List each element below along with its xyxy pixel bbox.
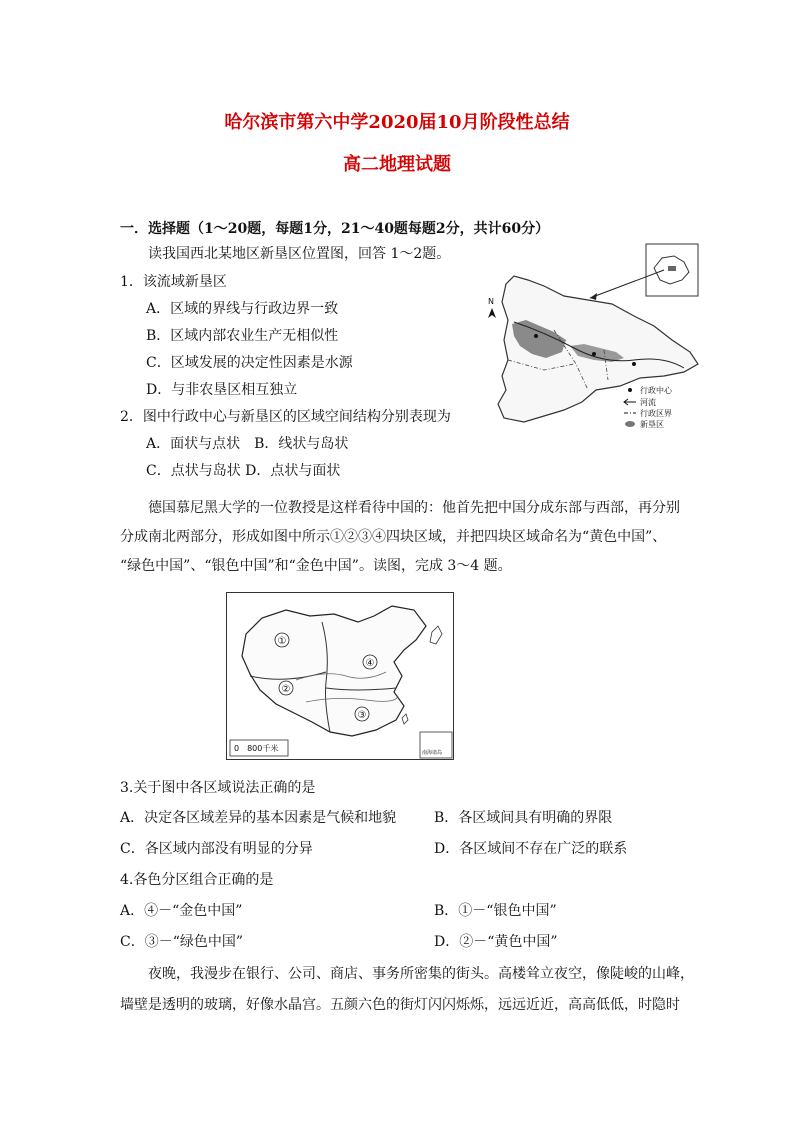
q2-options-ab: A．面状与点状 B．线状与岛状 <box>146 436 349 452</box>
q1-option-b: B．区域内部农业生产无相似性 <box>146 328 339 344</box>
region-label-1: ① <box>277 636 287 647</box>
passage1-line3: “绿色中国”、“银色中国”和“金色中国”。读图，完成 3～4 题。 <box>120 558 512 574</box>
q4-stem: 4.各色分区组合正确的是 <box>120 872 274 888</box>
region-label-3: ③ <box>357 710 367 721</box>
north-label: N <box>488 297 494 306</box>
legend-center-label: 行政中心 <box>640 386 672 395</box>
legend-boundary-label: 行政区界 <box>640 409 672 418</box>
region-label-2: ② <box>281 684 291 695</box>
q2-options-cd: C．点状与岛状 D．点状与面状 <box>146 463 341 479</box>
scale-label: 0 800千米 <box>234 744 279 753</box>
q4-option-d: D．②－“黄色中国” <box>434 934 558 950</box>
q4-option-a: A．④－“金色中国” <box>120 903 243 919</box>
region-label-4: ④ <box>365 658 375 669</box>
section-intro: 读我国西北某地区新垦区位置图，回答 1～2题。 <box>148 246 451 262</box>
section-heading: 一．选择题（1～20题，每题1分，21～40题每题2分，共计60分） <box>120 221 550 237</box>
q3-stem: 3.关于图中各区域说法正确的是 <box>120 780 316 796</box>
legend-center-icon <box>628 388 632 392</box>
admin-center-dot <box>534 334 538 338</box>
inset-marker <box>668 266 676 271</box>
passage2-line1: 夜晚，我漫步在银行、公司、商店、事务所密集的街头。高楼耸立夜空，像陡峻的山峰， <box>148 966 694 982</box>
q3-option-c: C．各区域内部没有明显的分异 <box>120 841 313 857</box>
q1-option-a: A．区域的界线与行政边界一致 <box>146 301 339 317</box>
page-subtitle: 高二地理试题 <box>343 154 451 175</box>
q2-stem: 2．图中行政中心与新垦区的区域空间结构分别表现为 <box>120 409 451 425</box>
q3-option-b: B．各区域间具有明确的界限 <box>434 810 613 826</box>
q4-option-b: B．①－“银色中国” <box>434 903 557 919</box>
north-arrow-icon <box>488 308 496 318</box>
legend-reclaim-label: 新垦区 <box>640 420 664 429</box>
q1-stem: 1．该流域新垦区 <box>120 274 227 290</box>
legend-river-icon <box>624 399 636 405</box>
q3-option-d: D．各区域间不存在广泛的联系 <box>434 841 628 857</box>
legend-reclaim-icon <box>625 421 635 427</box>
passage2-line2: 墙壁是透明的玻璃，好像水晶宫。五颜六色的街灯闪闪烁烁，远远近近，高高低低，时隐时 <box>120 997 680 1013</box>
passage1-line1: 德国慕尼黑大学的一位教授是这样看待中国的：他首先把中国分成东部与西部，再分别 <box>148 500 680 516</box>
legend-river-label: 河流 <box>640 398 656 407</box>
inset-label: 南海诸岛 <box>422 750 443 756</box>
reclamation-map <box>484 240 704 430</box>
china-regions-map <box>226 592 454 760</box>
page-title: 哈尔滨市第六中学2020届10月阶段性总结 <box>224 112 570 133</box>
q4-option-c: C．③－“绿色中国” <box>120 934 244 950</box>
passage1-line2: 分成南北两部分，形成如图中所示①②③④四块区域，并把四块区域命名为“黄色中国”、 <box>120 529 667 545</box>
admin-center-dot <box>632 362 636 366</box>
admin-center-dot <box>592 352 596 356</box>
locator-arrow <box>590 270 664 298</box>
q1-option-c: C．区域发展的决定性因素是水源 <box>146 355 353 371</box>
q3-option-a: A．决定各区域差异的基本因素是气候和地貌 <box>120 810 397 826</box>
q1-option-d: D．与非农垦区相互独立 <box>146 382 298 398</box>
